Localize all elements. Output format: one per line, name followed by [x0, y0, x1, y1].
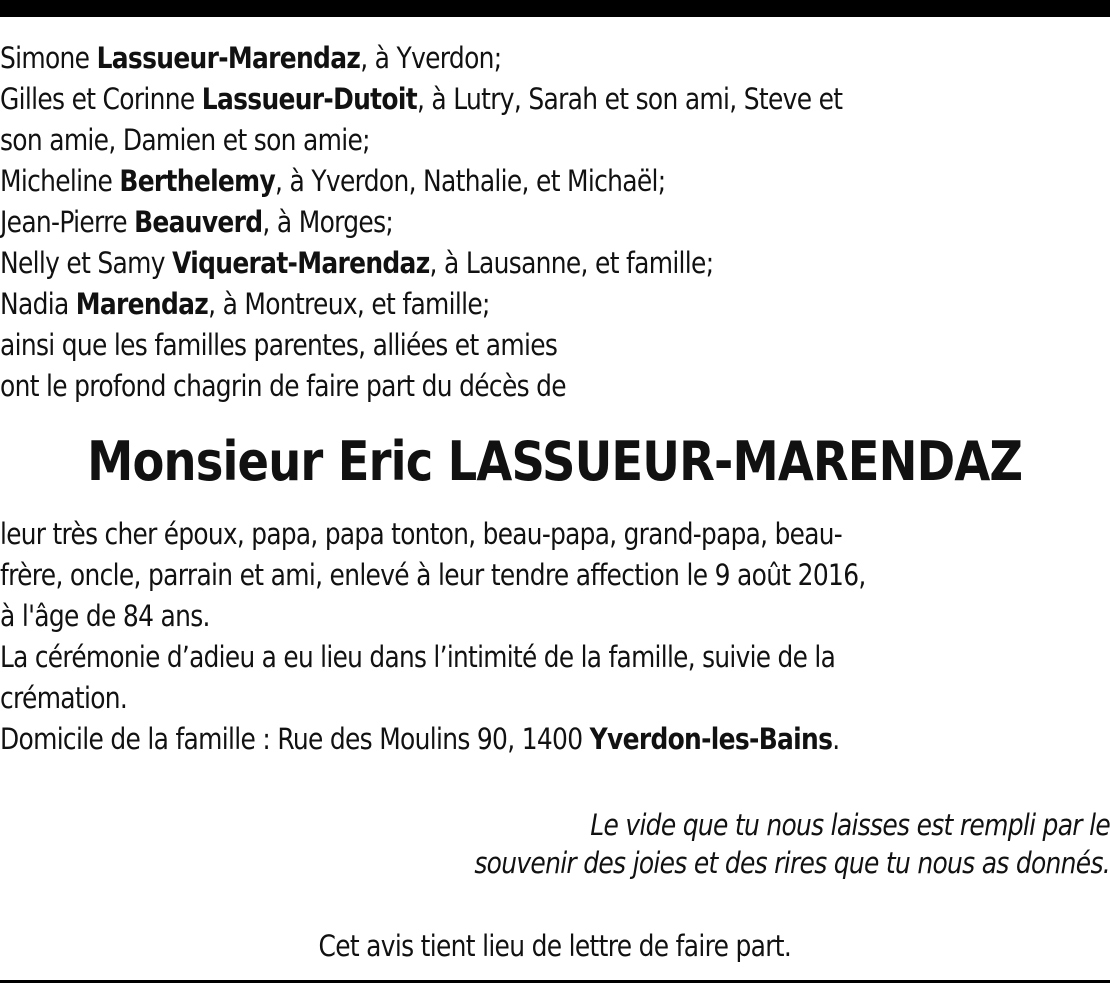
family-line: son amie, Damien et son amie; [0, 123, 370, 157]
family-line: Nadia Marendaz, à Montreux, et famille; [0, 287, 490, 321]
family-line: Gilles et Corinne Lassueur-Dutoit, à Lutry, Sarah et son ami, Steve et [0, 82, 843, 116]
quote-line: Le vide que tu nous laisses est rempli par le [590, 808, 1110, 842]
bottom-rule [0, 980, 1110, 983]
family-line: ainsi que les familles parentes, alliées et amies [0, 328, 558, 362]
quote-line: souvenir des joies et des rires que tu nous as donnés. [474, 846, 1110, 880]
family-surname: Marendaz [75, 287, 209, 321]
address-city: Yverdon-les-Bains [589, 722, 833, 756]
body-line: à l'âge de 84 ans. [0, 599, 210, 633]
family-surname: Beauverd [134, 205, 263, 239]
deceased-name [0, 428, 1110, 496]
family-surname: Lassueur-Dutoit [201, 82, 417, 116]
family-line: Nelly et Samy Viquerat-Marendaz, à Lausanne, et famille; [0, 246, 714, 280]
body-line: leur très cher époux, papa, papa tonton, beau-papa, grand-papa, beau- [0, 517, 843, 551]
body-line: La cérémonie d’adieu a eu lieu dans l’intimité de la famille, suivie de la [0, 640, 836, 674]
family-surname: Berthelemy [119, 164, 276, 198]
deceased-name-text: Monsieur Eric LASSUEUR-MARENDAZ [87, 430, 1023, 493]
announcement-body [0, 514, 1110, 760]
memorial-quote [0, 806, 1110, 882]
family-surname: Viquerat-Marendaz [172, 246, 430, 280]
closing-note [0, 926, 1110, 967]
closing-text: Cet avis tient lieu de lettre de faire part. [318, 929, 792, 963]
body-line: frère, oncle, parrain et ami, enlevé à leur tendre affection le 9 août 2016, [0, 558, 866, 592]
family-line: Micheline Berthelemy, à Yverdon, Nathalie, et Michaël; [0, 164, 666, 198]
family-line: Simone Lassueur-Marendaz, à Yverdon; [0, 41, 502, 75]
family-address: Domicile de la famille : Rue des Moulins 90, 1400 Yverdon-les-Bains. [0, 722, 840, 756]
family-list [0, 38, 1110, 407]
family-line: Jean-Pierre Beauverd, à Morges; [0, 205, 394, 239]
top-rule [0, 0, 1110, 17]
family-surname: Lassueur-Marendaz [96, 41, 361, 75]
family-line: ont le profond chagrin de faire part du décès de [0, 369, 566, 403]
body-line: crémation. [0, 681, 128, 715]
